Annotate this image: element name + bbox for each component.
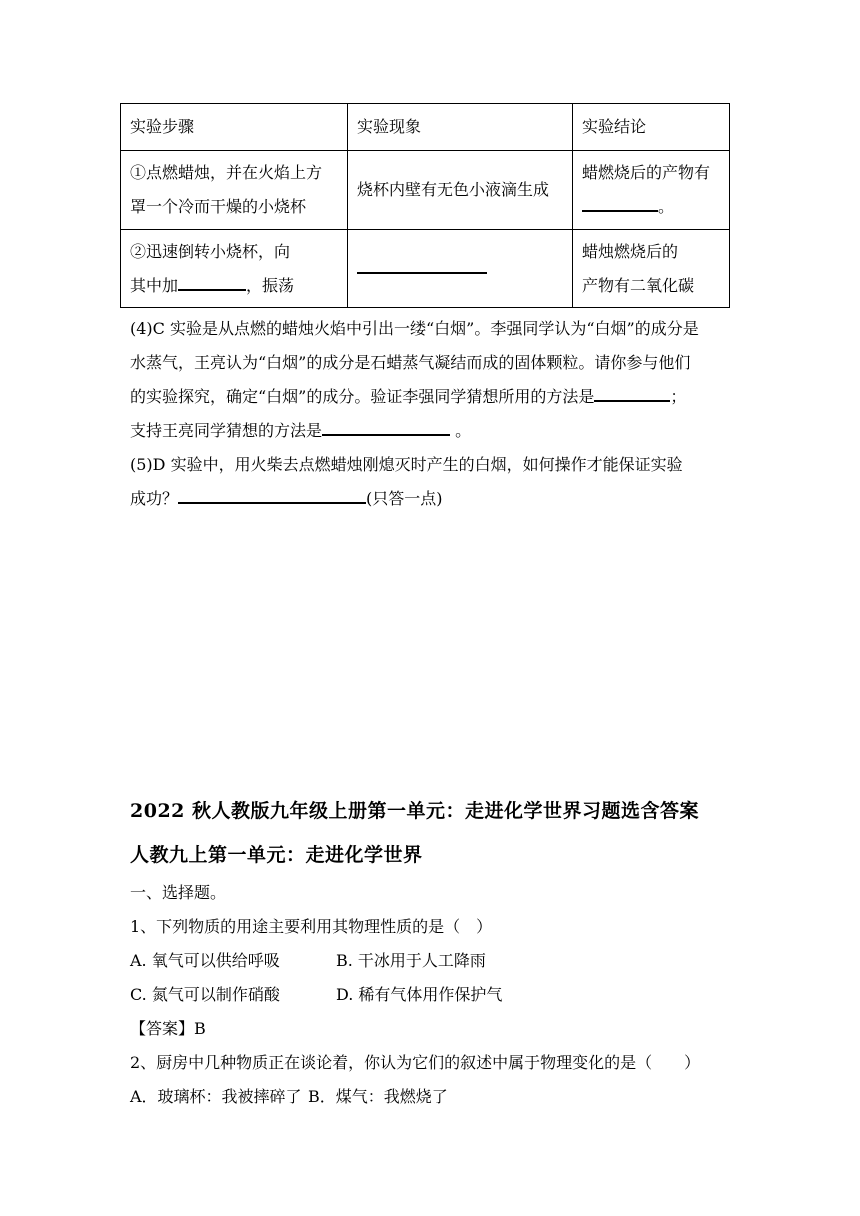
conclusion-cell [573,151,730,230]
question-2-options-row [130,1084,448,1107]
question-4-line [130,380,740,414]
option-d: D. 稀有气体用作保护气 [336,985,503,1004]
step-blank-line [130,269,347,303]
answer-blank[interactable] [178,273,246,291]
answer-blank[interactable] [582,194,658,212]
question-4-line [130,414,740,448]
answer-blank[interactable] [594,384,670,402]
conclusion-cell [573,230,730,308]
option-a: A．玻璃杯：我被摔碎了 [130,1087,302,1106]
step-text: ①点燃蜡烛，并在火焰上方 [130,163,323,182]
header-cell-phenomena: 实验现象 [348,104,573,151]
table-row [121,230,730,308]
conclusion-text: 产物有二氧化碳 [582,275,695,295]
question-5-line: (5)D 实验中，用火柴去点燃蜡烛刚熄灭时产生的白烟，如何操作才能保证实验 [130,455,683,474]
question-1-options-row [130,948,486,971]
question-4-line: (4)C 实验是从点燃的蜡烛火焰中引出一缕“白烟”。李强同学认为“白烟”的成分是 [130,319,699,338]
question-4-text: ； [670,387,687,406]
phenomenon-cell: 烧杯内壁有无色小液滴生成 [348,151,573,230]
header-cell-conclusion: 实验结论 [573,104,730,151]
step-text: ，振荡 [246,275,295,295]
conclusion-text: 蜡烛燃烧后的 [582,241,679,261]
question-2-stem: 2、厨房中几种物质正在谈论着，你认为它们的叙述中属于物理变化的是（ ） [130,1053,701,1072]
step-text: 罩一个冷而干燥的小烧杯 [130,197,307,216]
header-cell-steps: 实验步骤 [121,104,348,151]
question-5-line [130,482,740,516]
question-4-text: 。 [450,421,472,440]
answer-blank[interactable] [178,486,366,504]
table-header-row [121,104,730,151]
step-cell [121,230,348,308]
answer-label: 【答案】B [130,1019,206,1038]
option-a: A. 氧气可以供给呼吸 [130,951,280,970]
question-5-text: 成功？ [130,489,179,508]
document-title: 2022 秋人教版九年级上册第一单元：走进化学世界习题选含答案 [130,800,699,822]
step-text: 其中加 [130,275,179,295]
question-4-text: 的实验探究，确定“白烟”的成分。验证李强同学猜想所用的方法是 [130,387,595,406]
option-b: B．煤气：我燃烧了 [308,1087,448,1106]
question-4-text: 支持王亮同学猜想的方法是 [130,421,323,440]
conclusion-tail: 。 [658,197,675,216]
question-5-text: (只答一点) [366,489,443,508]
answer-blank[interactable] [357,256,487,274]
answer-blank[interactable] [322,418,450,436]
conclusion-blank-line [582,190,729,224]
step-text: ②迅速倒转小烧杯，向 [130,241,291,261]
table-row [121,151,730,230]
option-b: B. 干冰用于人工降雨 [336,951,486,970]
document-subtitle: 人教九上第一单元：走进化学世界 [130,844,423,866]
experiment-table [120,103,730,308]
conclusion-text: 蜡燃烧后的产物有 [582,163,711,182]
question-4-line: 水蒸气，王亮认为“白烟”的成分是石蜡蒸气凝结而成的固体颗粒。请你参与他们 [130,353,691,372]
section-heading: 一、选择题。 [130,883,227,902]
phenomenon-cell [348,230,573,308]
question-1-options-row [130,982,502,1005]
step-cell [121,151,348,230]
question-1-stem: 1、下列物质的用途主要利用其物理性质的是（ ） [130,917,493,936]
question-4 [130,312,740,448]
option-c: C. 氮气可以制作硝酸 [130,985,280,1004]
question-5 [130,448,740,516]
